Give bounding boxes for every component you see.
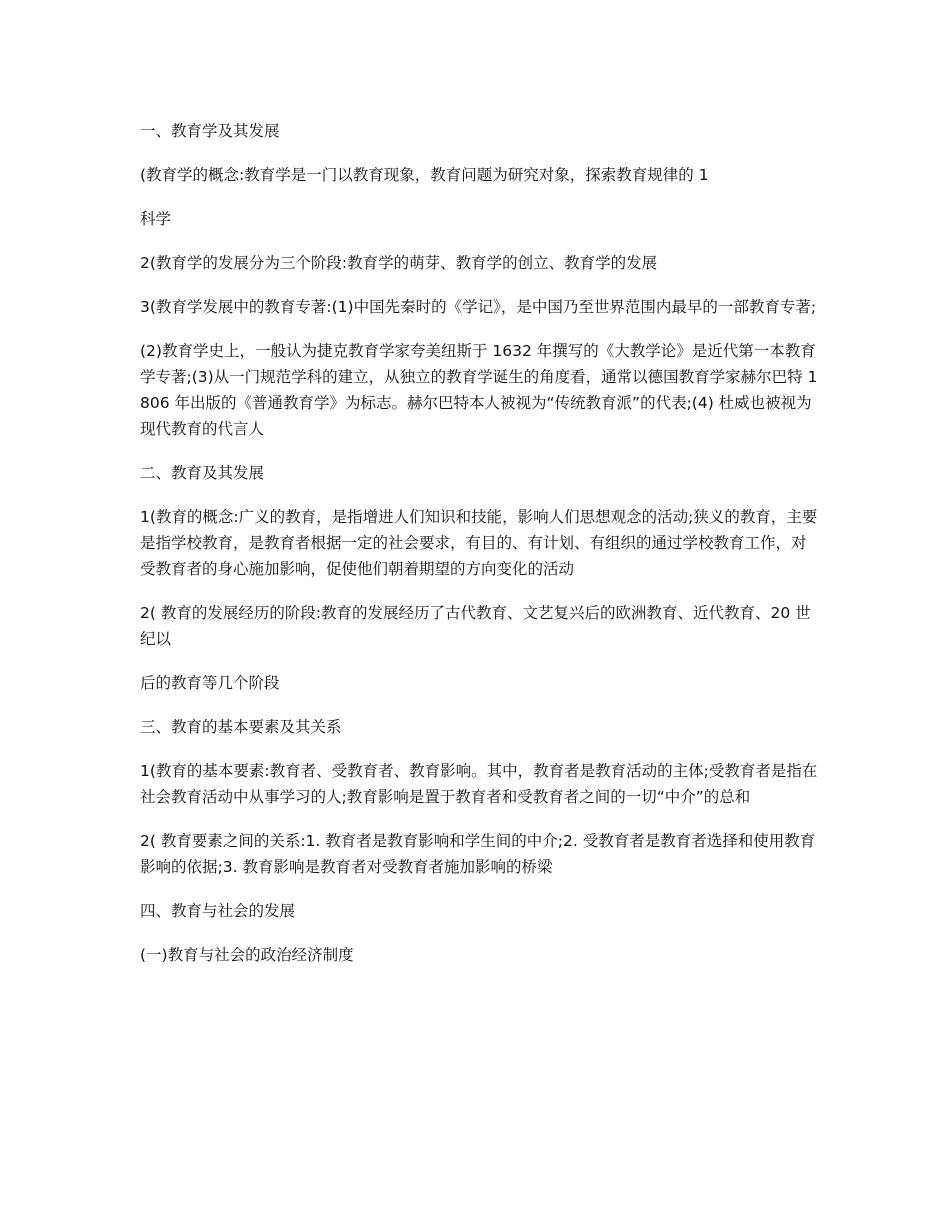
paragraph-pedagogy-concept-continued: 科学 — [140, 210, 172, 228]
paragraph-education-stages: 2( 教育的发展经历的阶段:教育的发展经历了古代教育、文艺复兴后的欧洲教育、近代教育、20 世纪以 — [140, 604, 811, 648]
paragraph-element-relations: 2( 教育要素之间的关系:1. 教育者是教育影响和学生间的中介;2. 受教育者是教育者选择和使用教育影响的依据;3. 教育影响是教育者对受教育者施加影响的桥梁 — [140, 832, 816, 876]
paragraph-pedagogy-history: (2)教育学史上，一般认为捷克教育学家夸美纽斯于 1632 年撰写的《大教学论》是近代第一本教育学专著;(3)从一门规范学科的建立，从独立的教育学诞生的角度看，通常以德国教育学家赫尔巴特 1806 年出版的《普通教育学》为标志。赫尔巴特本人被视为“传统教育派”的代表;(4) 杜威也被视为现代教育的代言人 — [140, 342, 818, 438]
heading-section-4: 四、教育与社会的发展 — [140, 902, 296, 920]
paragraph-pedagogy-concept: (教育学的概念:教育学是一门以教育现象，教育问题为研究对象，探索教育规律的 1 — [140, 166, 709, 184]
paragraph-basic-elements: 1(教育的基本要素:教育者、受教育者、教育影响。其中，教育者是教育活动的主体;受教育者是指在社会教育活动中从事学习的人;教育影响是置于教育者和受教育者之间的一切“中介”的总和 — [140, 762, 818, 806]
paragraph-education-stages-continued: 后的教育等几个阶段 — [140, 674, 280, 692]
paragraph-education-concept: 1(教育的概念:广义的教育，是指增进人们知识和技能，影响人们思想观念的活动;狭义的教育，主要是指学校教育，是教育者根据一定的社会要求，有目的、有计划、有组织的通过学校教育工作，对受教育者的身心施加影响，促使他们朝着期望的方向变化的活动 — [140, 508, 818, 578]
paragraph-pedagogy-works: 3(教育学发展中的教育专著:(1)中国先秦时的《学记》，是中国乃至世界范围内最早的一部教育专著; — [140, 298, 817, 316]
heading-section-2: 二、教育及其发展 — [140, 464, 265, 482]
heading-section-3: 三、教育的基本要素及其关系 — [140, 718, 342, 736]
paragraph-pedagogy-stages: 2(教育学的发展分为三个阶段:教育学的萌芽、教育学的创立、教育学的发展 — [140, 254, 658, 272]
heading-section-1: 一、教育学及其发展 — [140, 122, 280, 140]
subheading-politics-economy: (一)教育与社会的政治经济制度 — [140, 946, 354, 964]
document-page — [140, 118, 820, 986]
